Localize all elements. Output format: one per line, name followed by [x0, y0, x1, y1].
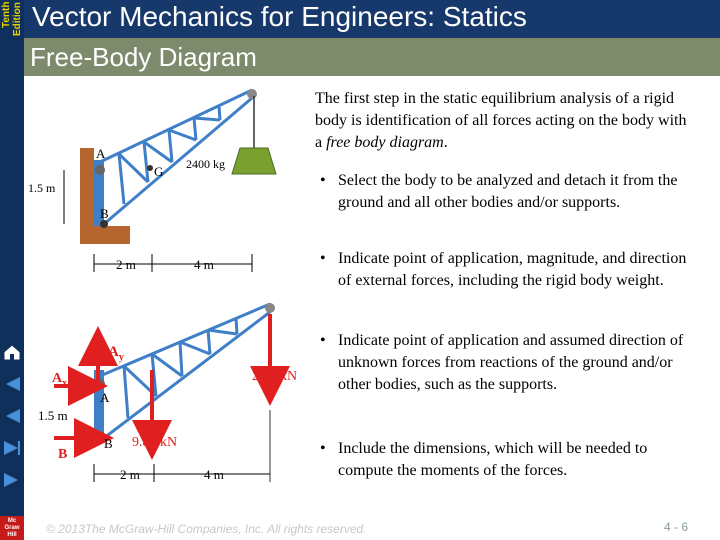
pin-a	[95, 165, 105, 175]
label-g: G	[154, 164, 164, 179]
slide-header	[24, 0, 720, 38]
last-slide-icon[interactable]	[0, 468, 24, 492]
home-icon[interactable]	[0, 340, 24, 364]
bullet-item: • Indicate point of application and assumed direction of unknown forces from reactions of the ground and/or other bodies, such as the supports.	[320, 332, 684, 393]
intro-emphasis: free body diagram	[326, 134, 444, 151]
dim-right-label: 4 m	[194, 257, 214, 272]
previous-slide-icon[interactable]	[0, 404, 24, 428]
support-wall	[80, 148, 94, 228]
load-mass	[232, 148, 276, 174]
pulley	[247, 89, 257, 99]
load-label: 23.5 kN	[252, 369, 298, 384]
label-b-force: B	[58, 447, 68, 462]
label-b: B	[100, 206, 109, 221]
page-number: 4 - 6	[664, 520, 689, 534]
label-a-point: A	[100, 390, 110, 405]
bullet-item: • Include the dimensions, which will be needed to compute the moments of the forces.	[320, 440, 648, 479]
label-ax: $A_x$	[52, 371, 68, 389]
crane-figure-top	[24, 78, 304, 278]
slide-subheader	[24, 38, 720, 76]
mass-label: 2400 kg	[186, 157, 225, 171]
label-a: A	[96, 146, 106, 161]
dim-right-label-fbd: 4 m	[204, 467, 224, 482]
next-slide-icon[interactable]	[0, 436, 24, 460]
height-dim-label-fbd: 1.5 m	[38, 408, 68, 423]
pin-b	[100, 220, 108, 228]
edition-label: Tenth Edition	[1, 2, 23, 36]
bullet-item: • Indicate point of application, magnitude, and direction of external forces, including the rigid body weight.	[320, 250, 687, 289]
pulley-fbd	[265, 303, 275, 313]
copyright-notice: © 2013The McGraw-Hill Companies, Inc. All rights reserved.	[46, 522, 367, 536]
height-dim-label: 1.5 m	[28, 181, 56, 195]
bullet-item: • Select the body to be analyzed and detach it from the ground and all other bodies and/or supports.	[320, 172, 678, 211]
label-ay: $A_y$	[108, 344, 124, 363]
ground-block	[80, 226, 130, 244]
free-body-diagram	[24, 290, 314, 490]
dim-left-label: 2 m	[116, 257, 136, 272]
publisher-logo: Mc Graw Hill	[0, 516, 24, 540]
intro-paragraph: The first step in the static equilibrium analysis of a rigid body is identification of all forces acting on the body with a free body diagram.	[315, 90, 687, 151]
first-slide-icon[interactable]	[0, 372, 24, 396]
dim-left-label-fbd: 2 m	[120, 467, 140, 482]
slide-subtitle: Free-Body Diagram	[30, 42, 257, 72]
label-b-point: B	[104, 436, 113, 451]
page-title: Vector Mechanics for Engineers: Statics	[32, 1, 527, 32]
weight-label: 9.81 kN	[132, 435, 178, 450]
crane-boom-fbd	[100, 304, 270, 438]
crane-boom	[100, 90, 252, 224]
